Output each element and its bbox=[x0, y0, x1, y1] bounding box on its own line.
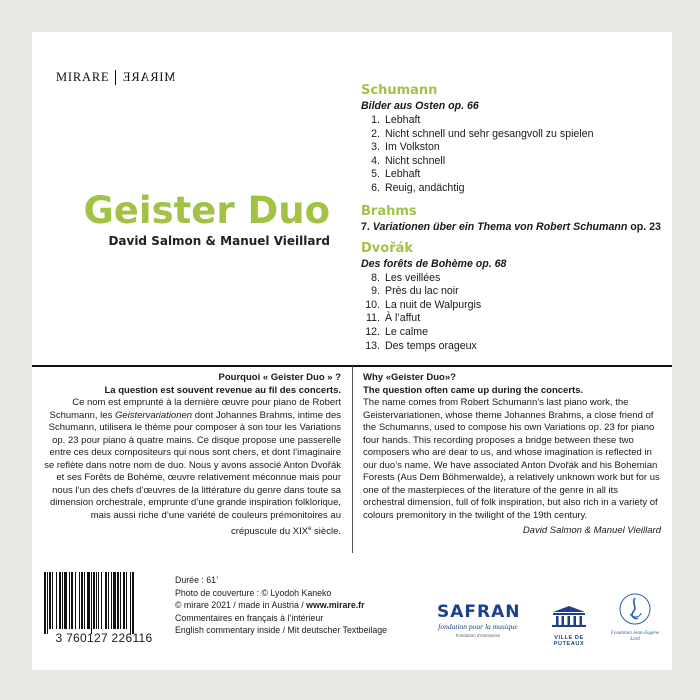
website-link[interactable]: www.mirare.fr bbox=[306, 600, 365, 610]
track-title: À l’affut bbox=[385, 312, 421, 325]
notes-signature: David Salmon & Manuel Vieillard bbox=[522, 524, 661, 536]
track-title: Lebhaft bbox=[385, 114, 421, 126]
track-title: Les veillées bbox=[385, 271, 441, 284]
track-number: 9. bbox=[371, 285, 380, 298]
track-title: La nuit de Walpurgis bbox=[385, 298, 482, 311]
track-number: 7. bbox=[361, 220, 370, 233]
logo-divider bbox=[115, 70, 116, 85]
safran-wordmark: SAFRAN bbox=[437, 602, 521, 622]
track-number: 13. bbox=[365, 339, 380, 352]
barcode-digits: 3 760127 226116 bbox=[55, 631, 153, 645]
album-title: Geister Duo bbox=[83, 189, 330, 232]
track-item bbox=[361, 326, 661, 340]
work-name: Variationen über ein Thema von Robert Schumann bbox=[372, 220, 628, 233]
track-title: Nicht schnell und sehr gesangvoll zu spielen bbox=[385, 127, 594, 140]
track-number: 6. bbox=[371, 181, 380, 194]
track-item bbox=[361, 168, 661, 182]
credit-photo: Photo de couverture : © Lyodoh Kaneko bbox=[175, 587, 332, 598]
track-number: 4. bbox=[371, 154, 380, 167]
track-item bbox=[361, 285, 661, 299]
work-title-dvorak: Des forêts de Bohème op. 68 bbox=[361, 257, 507, 270]
ville-label: VILLE DE PUTEAUX bbox=[553, 635, 585, 647]
track-number: 8. bbox=[371, 271, 380, 284]
track-number: 2. bbox=[371, 127, 380, 140]
superscript: e bbox=[308, 525, 312, 532]
notes-subheading-en: The question often came up during the concerts. bbox=[363, 384, 584, 396]
composer-brahms: Brahms bbox=[361, 203, 417, 219]
credit-copyright bbox=[175, 599, 387, 612]
notes-heading-en: Why «Geister Duo»? bbox=[363, 372, 456, 383]
notes-body-en: The name comes from Robert Schumann’s last piano work, the Geistervariationen, whose theme Johannes Brahms, a close friend of the Schumanns, used to compose his own Variations op. 23 for piano four hands. This recording proposes a bridge between these two composers who are dear to us, and whose imagination is reflected in our duo’s name. We have associated Anton Dvořák and his Bohemian Forests (Aus Dem Böhmerwalde), a relatively unknown work but for us one of the masterpieces of the literature of the genre in all its orchestral dimension, full of folk inspiration, but also rich in a variety of colours premonitory in the twilight of the 19th century. bbox=[363, 397, 660, 522]
credits bbox=[175, 574, 387, 637]
notes-text-italic: Geistervariationen bbox=[114, 409, 193, 421]
track-number: 1. bbox=[371, 114, 380, 126]
track-title: Des temps orageux bbox=[385, 339, 477, 352]
track-item bbox=[361, 155, 661, 169]
track-number: 3. bbox=[371, 141, 380, 154]
notes-english bbox=[363, 372, 661, 537]
track-list-schumann bbox=[361, 114, 661, 196]
track-item bbox=[361, 128, 661, 142]
track-title: Nicht schnell bbox=[385, 154, 446, 167]
track-item bbox=[361, 182, 661, 196]
copyright-text: © mirare 2021 / made in Austria / bbox=[175, 600, 307, 610]
safran-logo bbox=[437, 604, 519, 638]
notes-heading-fr: Pourquoi « Geister Duo » ? bbox=[218, 372, 341, 383]
work-opus: op. 23 bbox=[630, 220, 661, 233]
credit-lang-en: English commentary inside / Mit deutscher Textbeilage bbox=[175, 625, 388, 635]
track-item bbox=[361, 299, 661, 313]
violin-emblem-icon bbox=[618, 592, 652, 626]
label-name: MIRARE bbox=[56, 70, 110, 84]
safran-tagline: fondation pour la musique bbox=[438, 622, 518, 631]
credit-duration: Durée : 61’ bbox=[175, 575, 219, 585]
building-icon bbox=[549, 604, 589, 628]
notes-body-fr bbox=[44, 397, 341, 538]
track-item bbox=[361, 312, 661, 326]
track-number: 5. bbox=[371, 168, 380, 181]
label-name-mirrored: MIRARE bbox=[122, 70, 176, 84]
track-item bbox=[361, 114, 661, 128]
track-title: Lebhaft bbox=[385, 168, 421, 181]
track-title: Im Volkston bbox=[385, 141, 440, 154]
track-number: 11. bbox=[366, 312, 380, 325]
notes-subheading-fr: La question est souvent revenue au fil des concerts. bbox=[104, 384, 341, 396]
composer-dvorak: Dvořák bbox=[361, 240, 414, 256]
track-number: 10. bbox=[365, 298, 380, 311]
track-number: 12. bbox=[365, 325, 380, 338]
column-divider bbox=[352, 366, 353, 553]
work-title-schumann: Bilder aus Osten op. 66 bbox=[361, 100, 479, 112]
track-title: Près du lac noir bbox=[385, 285, 459, 298]
track-item bbox=[361, 340, 661, 354]
cd-back-cover bbox=[32, 32, 672, 670]
performers: David Salmon & Manuel Vieillard bbox=[108, 234, 330, 248]
safran-small-print: Fondation d'entreprise bbox=[455, 633, 501, 638]
notes-text: Ce nom est emprunté à la dernière œuvre pour piano de Robert Schumann, les bbox=[49, 397, 341, 421]
track-title: Le calme bbox=[385, 325, 428, 338]
track-listing bbox=[361, 82, 661, 353]
foundation-label: Fondation Jean-Eugène Lord bbox=[610, 631, 660, 642]
work-title-brahms bbox=[361, 220, 661, 234]
track-item bbox=[361, 141, 661, 155]
ville-de-puteaux-logo bbox=[543, 604, 595, 647]
track-item bbox=[361, 272, 661, 286]
composer-schumann: Schumann bbox=[361, 83, 438, 98]
track-list-dvorak bbox=[361, 272, 661, 354]
mirare-logo bbox=[56, 70, 176, 85]
foundation-logo bbox=[606, 592, 664, 643]
notes-french bbox=[44, 372, 341, 538]
notes-text: siècle. bbox=[311, 525, 341, 537]
notes-text: dont Johannes Brahms, intime des Schumann, utilisera le thème pour composer à son tour les Variations op. 23 pour piano à quatre mains. Ce disque propose une passerelle entre ces deux compositeurs qui nous sont chers, et dont l’imaginaire se reflète dans notre nom de duo. Nous y avons associé Anton Dvořák et ses Forêts de Bohème, œuvre relativement méconnue mais pour nous l’un des chefs d’œuvres de la littérature du genre dans toute sa dimension orchestrale, emprunte d’une grande inspiration folklorique, mais aussi riche d’une variété de couleurs prémonitoires au crépuscule du XIX bbox=[44, 409, 341, 537]
track-title: Reuig, andächtig bbox=[385, 181, 465, 194]
credit-lang-fr: Commentaires en français à l’intérieur bbox=[175, 612, 324, 623]
